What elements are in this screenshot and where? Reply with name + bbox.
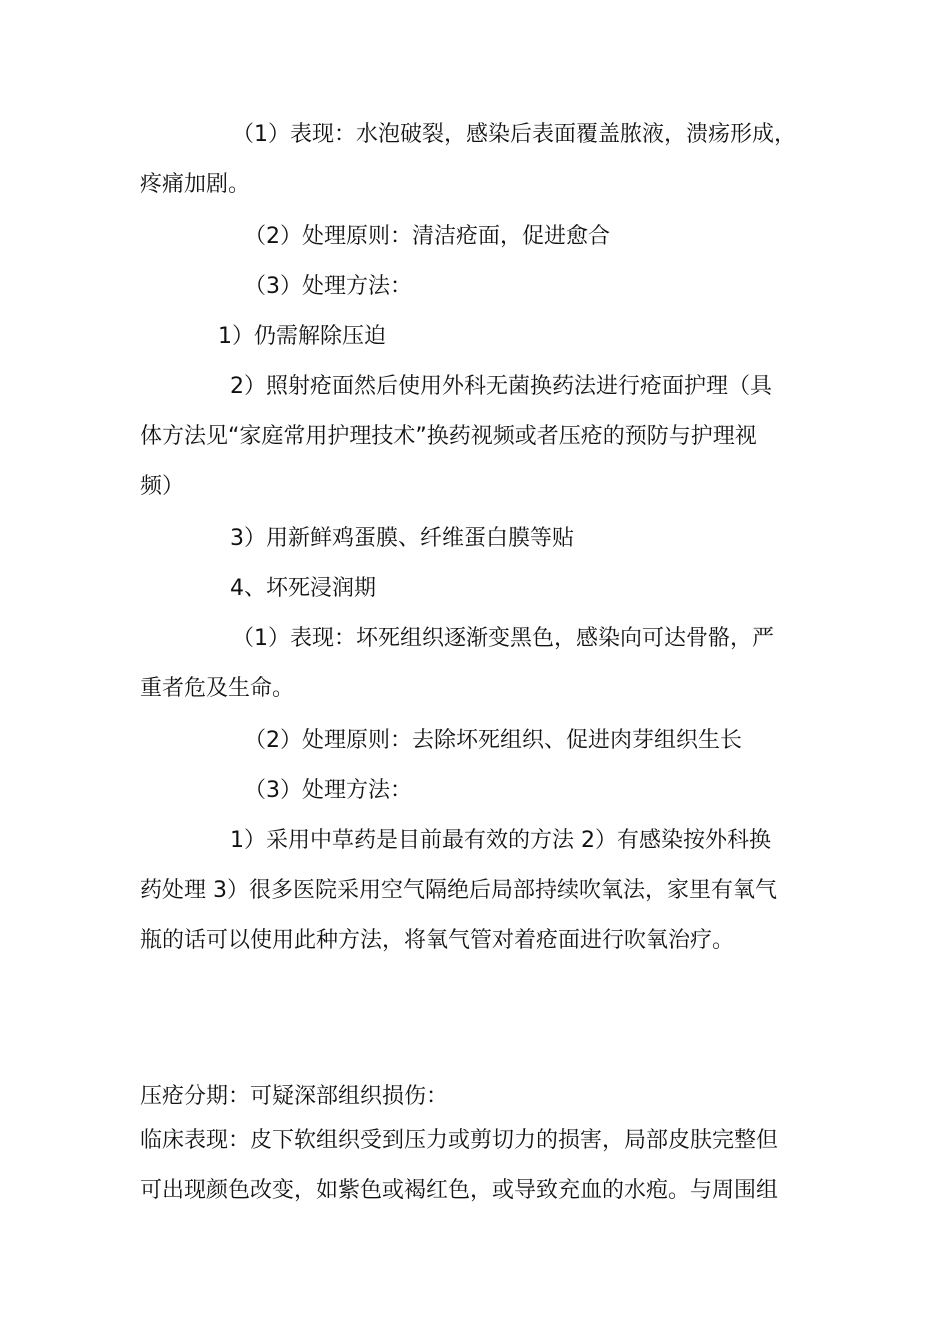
text-line: 瓶的话可以使用此种方法，将氧气管对着疮面进行吹氧治疗。: [140, 928, 735, 953]
text-line: （1）表现：水泡破裂，感染后表面覆盖脓液，溃疡形成，: [232, 122, 796, 147]
text-line: 频）: [140, 474, 185, 499]
text-line: 3）用新鲜鸡蛋膜、纤维蛋白膜等贴: [230, 526, 574, 551]
text-line: 可出现颜色改变，如紫色或褐红色，或导致充血的水疱。与周围组: [140, 1178, 779, 1203]
section-heading: 压疮分期：可疑深部组织损伤：: [140, 1084, 449, 1109]
text-line: （3）处理方法：: [244, 274, 412, 299]
text-line: 重者危及生命。: [140, 676, 295, 701]
text-line: 临床表现：皮下软组织受到压力或剪切力的损害，局部皮肤完整但: [140, 1128, 779, 1153]
text-line: （1）表现：坏死组织逐渐变黑色，感染向可达骨骼，严: [232, 626, 774, 651]
text-line: 1）仍需解除压迫: [218, 324, 386, 349]
text-line: 药处理 3）很多医院采用空气隔绝后局部持续吹氧法，家里有氧气: [140, 878, 777, 903]
text-line: （2）处理原则：去除坏死组织、促进肉芽组织生长: [244, 728, 742, 753]
text-line: 疼痛加剧。: [140, 172, 251, 197]
text-line: （2）处理原则：清洁疮面，促进愈合: [244, 224, 610, 249]
text-line: 1）采用中草药是目前最有效的方法 2）有感染按外科换: [230, 828, 771, 853]
section-heading: 4、坏死浸润期: [230, 576, 376, 601]
text-line: 体方法见“家庭常用护理技术”换药视频或者压疮的预防与护理视: [140, 424, 757, 449]
text-line: （3）处理方法：: [244, 778, 412, 803]
text-line: 2）照射疮面然后使用外科无菌换药法进行疮面护理（具: [230, 374, 772, 399]
